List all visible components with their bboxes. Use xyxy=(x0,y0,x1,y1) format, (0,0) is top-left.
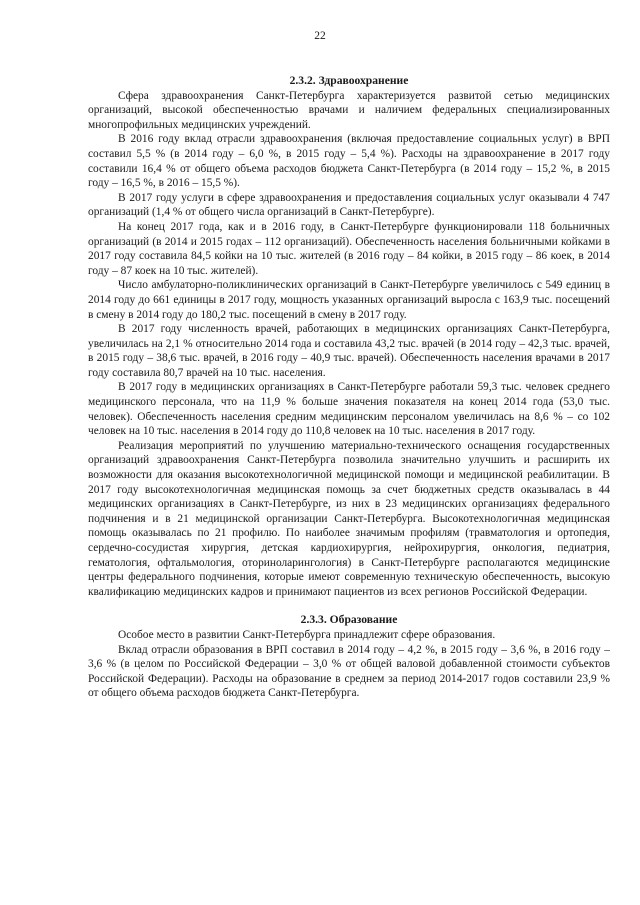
page-content xyxy=(88,74,610,701)
paragraph: В 2017 году в медицинских организациях в Санкт-Петербурге работали 59,3 тыс. человек среднего медицинского персонала, что на 11,9 % больше значения показателя на конец 2014 года (53,0 тыс. человек). Обеспеченность населения средним медицинским персоналом увеличилась на 8,6 % – со 102 человек на 10 тыс. населения в 2014 году до 110,8 человек на 10 тыс. населения в 2017 году. xyxy=(88,381,610,438)
paragraph: Вклад отрасли образования в ВРП составил в 2014 году – 4,2 %, в 2015 году – 3,6 %, в 2016 году – 3,6 % (в целом по Российской Федерации – 3,0 % от общей валовой добавленной стоимости субъектов Российской Федерации). Расходы на образование в среднем за период 2014-2017 годов составили 23,9 % от общего объема расходов бюджета Санкт-Петербурга. xyxy=(88,643,610,700)
paragraph: Особое место в развитии Санкт-Петербурга принадлежит сфере образования. xyxy=(118,628,496,641)
section-spacer xyxy=(88,599,610,613)
paragraph: В 2016 году вклад отрасли здравоохранения (включая предоставление социальных услуг) в ВРП составил 5,5 % (в 2014 году – 6,0 %, в 2015 году – 5,4 %). Расходы на здравоохранение в 2017 году составили 16,4 % от общего объема расходов бюджета Санкт-Петербурга (в 2014 году – 15,2 %, в 2015 году – 16,5 %, в 2016 – 15,5 %). xyxy=(88,133,610,190)
paragraph: Число амбулаторно-поликлинических организаций в Санкт-Петербурге увеличилось с 549 единиц в 2014 году до 661 единицы в 2017 году, мощность указанных организаций выросла с 163,9 тыс. посещений в смену в 2014 году до 180,2 тыс. посещений в смену в 2017 году. xyxy=(88,279,610,321)
paragraph: На конец 2017 года, как и в 2016 году, в Санкт-Петербурге функционировали 118 больничных организаций (в 2014 и 2015 годах – 112 организаций). Обеспеченность населения больничными койками в 2017 году составила 84,5 койки на 10 тыс. жителей (в 2016 году – 84 койки, в 2015 году – 86 коек, в 2014 году – 87 коек на 10 тыс. жителей). xyxy=(88,220,610,277)
paragraph: В 2017 году услуги в сфере здравоохранения и предоставления социальных услуг оказывали 4 747 организаций (1,4 % от общего числа организаций в Санкт-Петербурге). xyxy=(88,191,610,219)
paragraph: Сфера здравоохранения Санкт-Петербурга характеризуется развитой сетью медицинских организаций, высокой обеспеченностью врачами и наличием федеральных специализированных многопрофильных медицинских учреждений. xyxy=(88,89,610,131)
section-heading-education: 2.3.3. Образование xyxy=(300,613,398,627)
page-number: 22 xyxy=(314,30,326,42)
section-heading-healthcare: 2.3.2. Здравоохранение xyxy=(289,74,409,87)
paragraph: В 2017 году численность врачей, работающих в медицинских организациях Санкт-Петербурга, увеличилась на 2,1 % относительно 2014 года и составила 43,2 тыс. врачей (в 2014 году – 42,3 тыс. врачей, в 2015 году – 38,6 тыс. врачей, в 2016 году – 40,9 тыс. врачей). Обеспеченность населения врачами в 2017 году составила 80,7 врачей на 10 тыс. населения. xyxy=(88,323,610,379)
paragraph: Реализация мероприятий по улучшению материально-технического оснащения государственных организаций здравоохранения Санкт-Петербурга позволила значительно улучшить и расширить их возможности для оказания высокотехнологичной медицинской помощи и медицинской реабилитации. В 2017 году высокотехнологичная медицинская помощь за счет бюджетных средств оказывалась в 44 медицинских организациях в Санкт-Петербурге, из них в 23 медицинских организациях федерального подчинения и в 21 медицинской организации Санкт-Петербурга. Высокотехнологичная медицинская помощь оказывалась по 21 профилю. По наиболее значимым профилям (травматология и ортопедия, сердечно-сосудистая хирургия, детская кардиохирургия, нейрохирургия, онкология, педиатрия, гематология, офтальмология, оториноларингология) в Санкт-Петербурге располагаются медицинские центры федерального подчинения, которые имеют современную техническую обеспеченность, высокую квалификацию медицинских кадров и принимают пациентов из всех регионов Российской Федерации. xyxy=(88,439,610,598)
